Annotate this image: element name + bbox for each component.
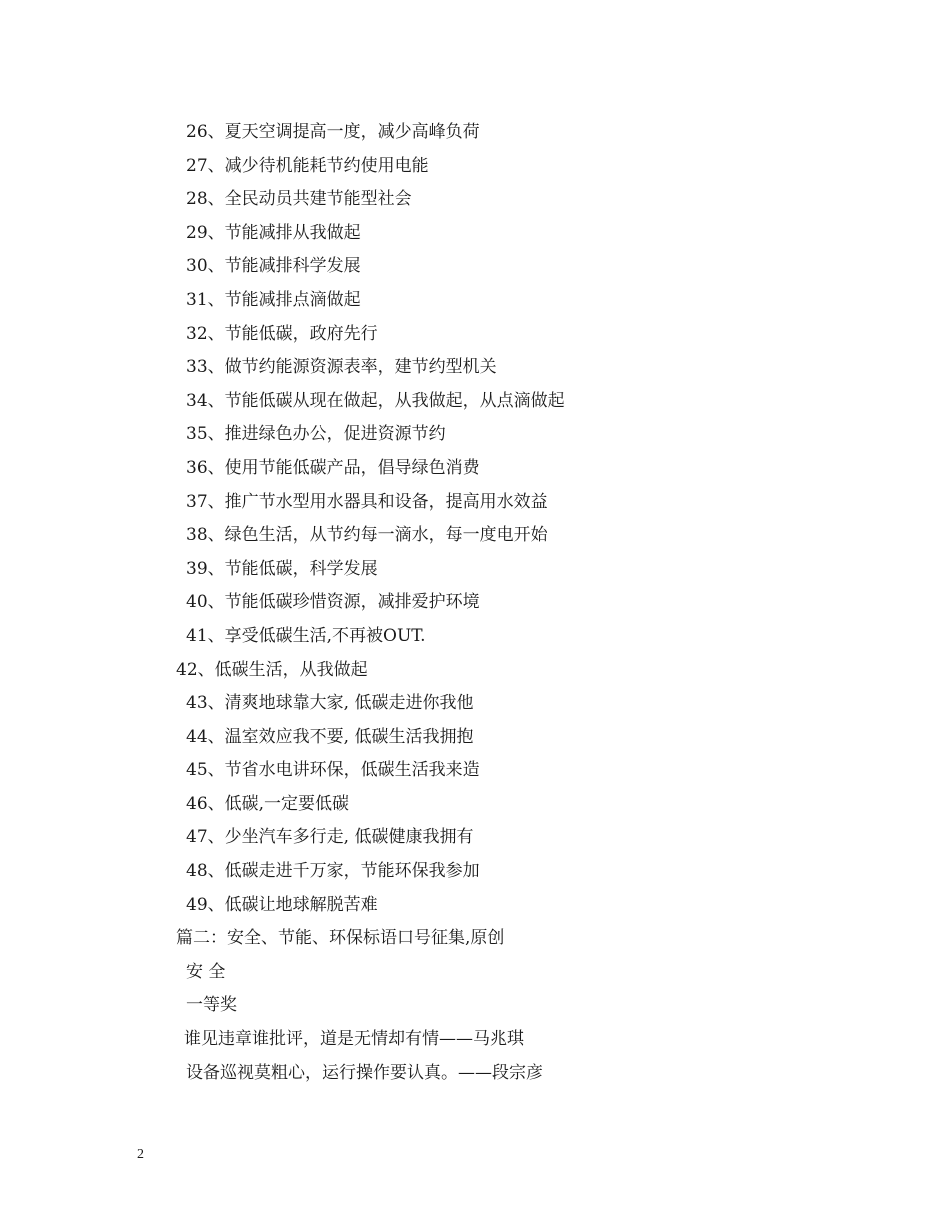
text-line: 46、低碳,一定要低碳 (186, 793, 350, 814)
text-line: 28、全民动员共建节能型社会 (186, 189, 412, 210)
text-line: 30、节能减排科学发展 (186, 256, 361, 277)
text-line: 45、节省水电讲环保，低碳生活我来造 (186, 760, 480, 781)
subsection-heading: 安 全 (186, 961, 226, 982)
page-number: 2 (137, 1147, 144, 1162)
text-line: 47、少坐汽车多行走, 低碳健康我拥有 (186, 827, 474, 848)
text-line: 36、使用节能低碳产品，倡导绿色消费 (186, 457, 480, 478)
document-body (176, 116, 886, 1090)
text-line: 26、夏天空调提高一度，减少高峰负荷 (186, 122, 480, 142)
text-line: 27、减少待机能耗节约使用电能 (186, 155, 429, 176)
award-heading: 一等奖 (186, 995, 237, 1016)
text-line: 31、节能减排点滴做起 (186, 289, 361, 310)
text-line: 49、低碳让地球解脱苦难 (186, 894, 378, 915)
text-line: 42、低碳生活，从我做起 (176, 659, 368, 680)
text-line: 38、绿色生活，从节约每一滴水，每一度电开始 (186, 525, 548, 546)
text-line: 34、节能低碳从现在做起，从我做起，从点滴做起 (186, 390, 565, 411)
text-line: 33、做节约能源资源表率，建节约型机关 (186, 357, 497, 378)
text-line: 37、推广节水型用水器具和设备，提高用水效益 (186, 491, 548, 512)
text-line: 43、清爽地球靠大家, 低碳走进你我他 (186, 693, 474, 714)
text-line: 39、节能低碳，科学发展 (186, 558, 378, 579)
section-heading: 篇二：安全、节能、环保标语口号征集,原创 (176, 928, 505, 949)
text-line: 谁见违章谁批评，道是无情却有情——马兆琪 (184, 1029, 524, 1050)
text-line: 44、温室效应我不要, 低碳生活我拥抱 (186, 726, 474, 747)
text-line: 40、节能低碳珍惜资源，减排爱护环境 (186, 592, 480, 613)
text-line: 29、节能减排从我做起 (186, 222, 361, 243)
text-line: 41、享受低碳生活,不再被OUT. (186, 625, 426, 646)
text-line: 48、低碳走进千万家，节能环保我参加 (186, 861, 480, 882)
text-line: 32、节能低碳，政府先行 (186, 323, 378, 344)
text-line: 设备巡视莫粗心，运行操作要认真。——段宗彦 (186, 1062, 543, 1083)
text-line: 35、推进绿色办公，促进资源节约 (186, 424, 446, 445)
